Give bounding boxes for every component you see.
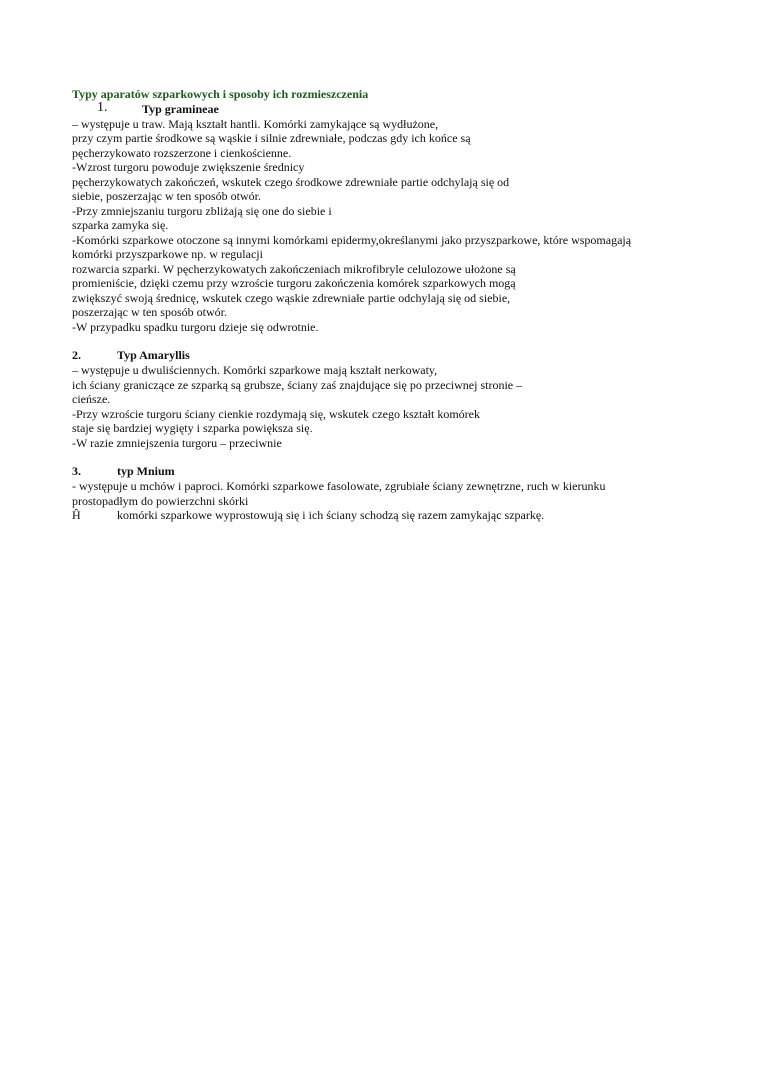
paragraph-line: – występuje u traw. Mają kształt hantli. Komórki zamykające są wydłużone,: [72, 116, 439, 131]
section-2-title: Typ Amaryllis: [117, 348, 190, 362]
paragraph-line: zwiększyć swoją średnicę, wskutek czego wąskie zdrewniałe partie odchylają się od siebie,: [72, 290, 511, 305]
section-3-heading: [72, 464, 712, 479]
paragraph-line: cieńsze.: [72, 392, 111, 406]
section-gap: [72, 450, 712, 464]
section-2-body: [72, 363, 712, 450]
paragraph-line: pęcherzykowato rozszerzone i cienkościenne.: [72, 145, 292, 160]
paragraph-line: - występuje u mchów i paproci. Komórki szparkowe fasolowate, zgrubiałe ściany zewnętrzne, ruch w kierunku: [72, 479, 606, 493]
bullet-glyph-icon: Ĥ: [72, 508, 81, 522]
paragraph-line: -Przy wzroście turgoru ściany cienkie rozdymają się, wskutek czego kształt komórek: [72, 406, 480, 421]
section-gap: [72, 334, 712, 348]
paragraph-line: -W przypadku spadku turgoru dzieje się odwrotnie.: [72, 319, 319, 334]
section-3-title: typ Mnium: [117, 464, 175, 478]
paragraph-line: -Przy zmniejszaniu turgoru zbliżają się one do siebie i: [72, 203, 332, 218]
paragraph-line: ich ściany graniczące ze szparką są grubsze, ściany zaś znajdujące się po przeciwnej stronie –: [72, 377, 523, 392]
paragraph-line: – występuje u dwuliściennych. Komórki szparkowe mają kształt nerkowaty,: [72, 363, 438, 377]
paragraph-line: siebie, poszerzając w ten sposób otwór.: [72, 189, 261, 203]
paragraph-line: szparka zamyka się.: [72, 218, 169, 232]
paragraph-line: poszerzając w ten sposób otwór.: [72, 305, 227, 319]
paragraph-line: rozwarcia szparki. W pęcherzykowatych zakończeniach mikrofibryle celulozowe ułożone są: [72, 261, 516, 276]
section-2-number: 2.: [72, 348, 81, 362]
paragraph-line: staje się bardziej wygięty i szparka powiększa się.: [72, 421, 313, 435]
section-2-heading: [72, 348, 712, 363]
section-1-heading: [72, 99, 712, 117]
section-1-number: 1.: [97, 99, 108, 115]
document-body: [72, 87, 712, 523]
paragraph-line: pęcherzykowatych zakończeń, wskutek czego środkowe zdrewniałe partie odchylają się od: [72, 174, 510, 189]
section-3-body: [72, 479, 712, 523]
bullet-item: [72, 508, 712, 523]
section-1-body: [72, 117, 712, 335]
paragraph-line: -Wzrost turgoru powoduje zwiększenie średnicy: [72, 160, 305, 174]
paragraph-line: -Komórki szparkowe otoczone są innymi komórkami epidermy,określanymi jako przyszparkowe, które wspomagają: [72, 232, 632, 247]
section-3-number: 3.: [72, 464, 81, 478]
document-title: Typy aparatów szparkowych i sposoby ich rozmieszczenia: [72, 87, 369, 101]
bullet-text: komórki szparkowe wyprostowują się i ich ściany schodzą się razem zamykając szparkę.: [117, 508, 545, 522]
paragraph-line: prostopadłym do powierzchni skórki: [72, 493, 249, 508]
paragraph-line: komórki przyszparkowe np. w regulacji: [72, 247, 263, 261]
paragraph-line: promieniście, dzięki czemu przy wzroście turgoru zakończenia komórek szparkowych mogą: [72, 276, 516, 290]
section-1-title: Typ gramineae: [142, 101, 219, 116]
paragraph-line: przy czym partie środkowe są wąskie i silnie zdrewniałe, podczas gdy ich końce są: [72, 131, 471, 145]
paragraph-line: -W razie zmniejszenia turgoru – przeciwnie: [72, 435, 282, 450]
